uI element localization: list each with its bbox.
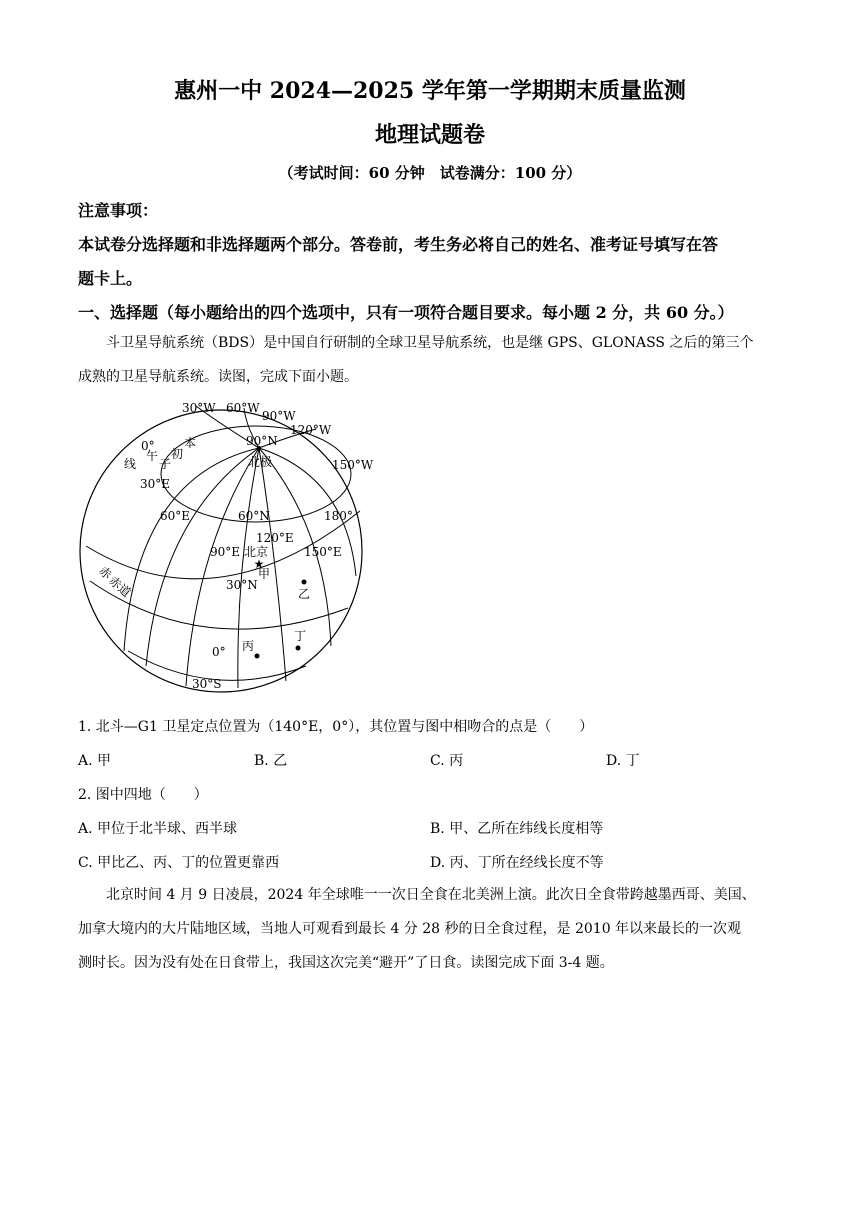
exam-title: 惠州一中 2024—2025 学年第一学期期末质量监测 [174,78,686,104]
passage1-line-2: 成熟的卫星导航系统。读图，完成下面小题。 [78,369,358,385]
label-prime-3: 子 [159,457,172,471]
notice-heading: 注意事项： [78,201,159,220]
q2-option-c[interactable]: C. 甲比乙、丙、丁的位置更靠西 [78,855,280,871]
q1-option-d[interactable]: D. 丁 [606,753,640,769]
label-30s: 30°S [192,677,222,691]
label-0-lon: 0° [141,439,155,453]
exam-info: （考试时间：60 分钟 试卷满分：100 分） [278,164,582,182]
label-90e: 90°E [210,545,241,559]
label-prime-4: 午 [146,449,159,463]
label-30e: 30°E [140,477,171,491]
label-90n: 90°N [246,434,278,448]
label-90w: 90°W [262,409,296,423]
label-bing: 丙 [242,639,255,653]
q1-option-b[interactable]: B. 乙 [254,753,288,769]
notice-line-2: 题卡上。 [78,269,143,288]
label-beijing: 北京 [244,545,269,559]
label-jia: 甲 [258,567,271,581]
point-ding [296,646,301,651]
point-bing [255,654,260,659]
point-yi [302,580,307,585]
label-180: 180° [324,509,353,523]
passage2-line-2: 加拿大境内的大片陆地区域，当地人可观看到最长 4 分 28 秒的日全食过程，是 2010 年以来最长的一次观 [78,921,742,937]
label-120e: 120°E [256,531,294,545]
section-heading: 一、选择题（每小题给出的四个选项中，只有一项符合题目要求。每小题 2 分，共 60 分。） [78,303,734,322]
label-30n: 30°N [226,578,258,592]
passage2-line-1: 北京时间 4 月 9 日凌晨，2024 年全球唯一一次日全食在北美洲上演。此次日全食带跨越墨西哥、美国、 [106,887,756,903]
label-north-pole: 北极 [248,455,273,469]
label-60n: 60°N [238,509,270,523]
label-120w: 120°W [290,423,332,437]
label-0-lat: 0° [212,645,226,659]
q1-option-c[interactable]: C. 丙 [430,753,464,769]
label-60w: 60°W [226,401,260,415]
q1-option-a[interactable]: A. 甲 [78,753,112,769]
label-ding: 丁 [294,629,307,643]
passage1-line-1: 斗卫星导航系统（BDS）是中国自行研制的全球卫星导航系统，也是继 GPS、GLONASS 之后的第三个 [106,335,754,351]
beijing-star: ★ [253,557,265,571]
label-prime-1: 本 [184,436,197,450]
label-prime-2: 初 [171,447,184,461]
label-30w: 30°W [182,401,216,415]
label-yi: 乙 [298,587,311,601]
q1-stem: 1. 北斗—G1 卫星定点位置为（140°E，0°），其位置与图中相吻合的点是（ ） [78,719,594,735]
label-prime-5: 线 [124,457,137,471]
paper-subject-title: 地理试题卷 [374,122,485,148]
label-150e: 150°E [304,545,342,559]
label-equator: 赤道 [106,573,134,600]
label-equator-1: 赤 [96,563,115,583]
q2-option-d[interactable]: D. 丙、丁所在经线长度不等 [430,855,604,871]
q2-stem: 2. 图中四地（ ） [78,787,208,803]
q2-option-a[interactable]: A. 甲位于北半球、西半球 [78,821,238,837]
globe-diagram [76,396,376,696]
passage2-line-3: 测时长。因为没有处在日食带上，我国这次完美“避开”了日食。读图完成下面 3-4 题。 [78,955,614,971]
notice-line-1: 本试卷分选择题和非选择题两个部分。答卷前，考生务必将自己的姓名、准考证号填写在答 [78,235,719,254]
label-60e: 60°E [160,509,191,523]
q2-option-b[interactable]: B. 甲、乙所在纬线长度相等 [430,821,604,837]
label-150w: 150°W [332,458,374,472]
